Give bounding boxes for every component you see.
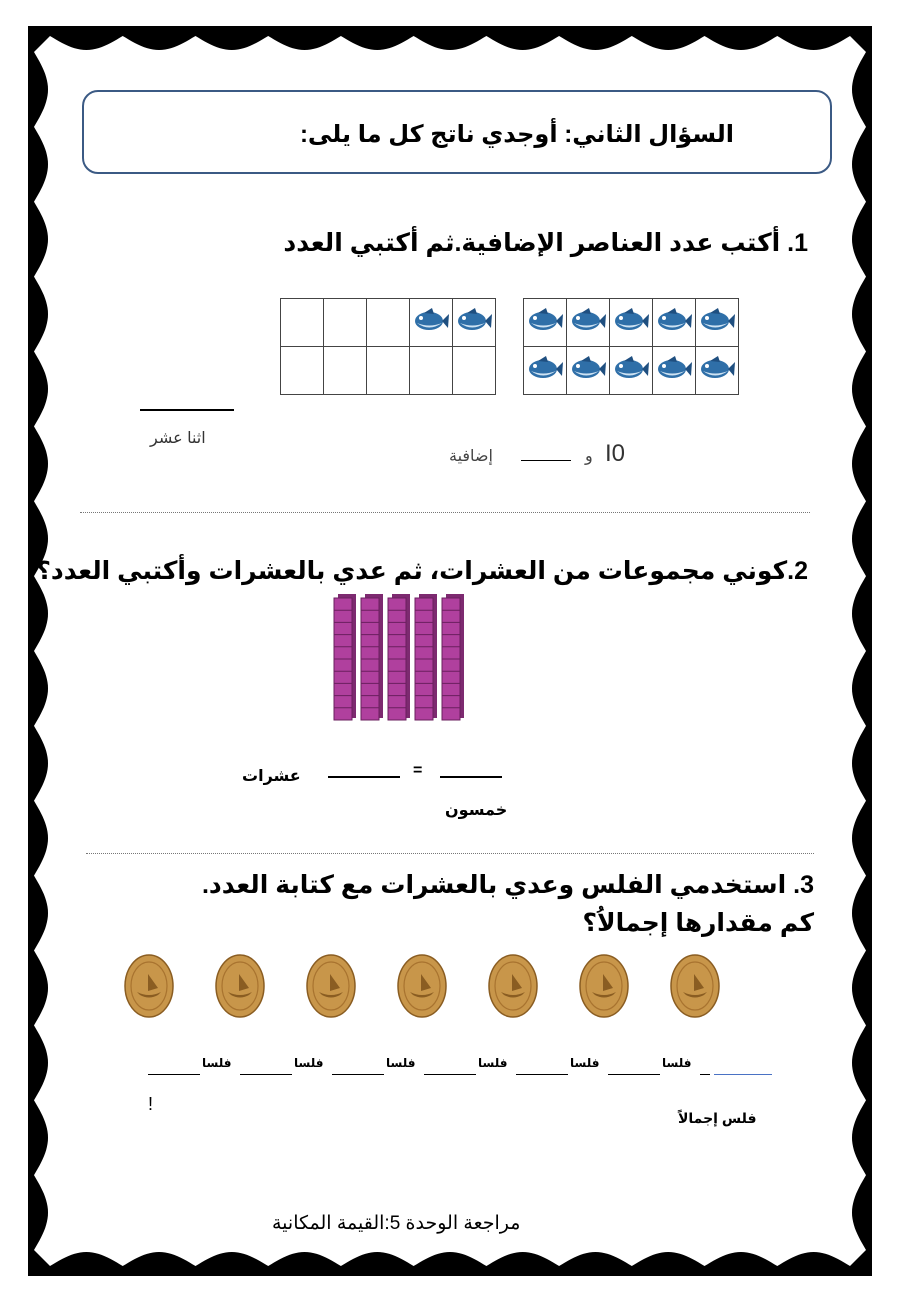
ten-frame-cell [281, 347, 324, 395]
question-title: السؤال الثاني: أوجدي ناتج كل ما يلى: [299, 121, 734, 148]
fils-label: فلسا [478, 1056, 508, 1070]
section-divider-2 [86, 853, 814, 854]
fish-icon [526, 306, 564, 334]
coin-icon [397, 954, 447, 1018]
ten-frame-cell [610, 299, 653, 347]
fils-blank [700, 1074, 710, 1075]
fils-label: فلسا [386, 1056, 416, 1070]
q2-blank-1 [440, 776, 502, 778]
coin-icon [124, 954, 174, 1018]
ten-frame-cell [610, 347, 653, 395]
q3-fils-row [148, 1052, 770, 1092]
ten-frame-cell [524, 347, 567, 395]
tens-rod [334, 594, 356, 720]
fish-icon [612, 306, 650, 334]
fils-blank [148, 1074, 200, 1075]
ten-frame-cell [367, 347, 410, 395]
ten-frame-cell [453, 299, 496, 347]
tens-rod [361, 594, 383, 720]
ten-frame-row [524, 347, 739, 395]
fish-icon [569, 354, 607, 382]
fish-icon [698, 354, 736, 382]
fish-icon [455, 306, 493, 334]
q1-answer-line [140, 409, 234, 411]
q1-instruction: 1. أكتب عدد العناصر الإضافية.ثم أكتبي العدد [283, 229, 808, 257]
ten-frame-cell [653, 347, 696, 395]
ten-frame-row [281, 347, 496, 395]
coin-icon [488, 954, 538, 1018]
fils-label: فلسا [662, 1056, 692, 1070]
fish-icon [412, 306, 450, 334]
fils-blank [516, 1074, 568, 1075]
ten-frame-row [524, 299, 739, 347]
section-divider-1 [80, 512, 810, 513]
q1-ten-label: I0 [605, 440, 626, 467]
fish-icon [612, 354, 650, 382]
fils-label: فلسا [570, 1056, 600, 1070]
coin-icon [215, 954, 265, 1018]
fils-blank [332, 1074, 384, 1075]
q2-blank-2 [328, 776, 400, 778]
ten-frame-right [523, 298, 739, 395]
fils-blank [240, 1074, 292, 1075]
ten-frame-cell [324, 347, 367, 395]
fils-label: فلسا [202, 1056, 232, 1070]
fish-icon [655, 306, 693, 334]
q2-tens-label: عشرات [242, 768, 301, 785]
ten-frame-cell [453, 347, 496, 395]
ten-frame-cell [524, 299, 567, 347]
tens-rod [442, 594, 464, 720]
q1-extra-blank [521, 460, 571, 461]
ten-frame-cell [696, 347, 739, 395]
q1-and-label: و [585, 448, 593, 465]
coin-icon [670, 954, 720, 1018]
fish-icon [526, 354, 564, 382]
ten-frame-cell [410, 299, 453, 347]
q3-total-label: فلس إجمالاً [678, 1110, 757, 1126]
fish-icon [698, 306, 736, 334]
q2-instruction: 2.كوني مجموعات من العشرات، ثم عدي بالعشرات وأكتبي العدد؟ [36, 557, 808, 585]
tens-rods-group [330, 592, 472, 722]
q2-fifty-label: خمسون [445, 802, 508, 819]
q1-answer-word: اثنا عشر [150, 430, 206, 447]
q1-extra-label: إضافية [449, 448, 493, 465]
q2-equals: = [413, 762, 423, 779]
ten-frame-row [281, 299, 496, 347]
fish-icon [655, 354, 693, 382]
ten-frame-cell [324, 299, 367, 347]
tens-rod [415, 594, 437, 720]
ten-frame-cell [567, 299, 610, 347]
coin-icon [306, 954, 356, 1018]
tens-rod [388, 594, 410, 720]
ten-frame-cell [567, 347, 610, 395]
coin-icon [579, 954, 629, 1018]
ten-frame-cell [367, 299, 410, 347]
q3-instruction-line2: كم مقدارها إجمالاُ؟ [582, 909, 814, 937]
q1-equation [449, 440, 689, 470]
ten-frame-cell [696, 299, 739, 347]
fils-label: فلسا [294, 1056, 324, 1070]
fils-blank [424, 1074, 476, 1075]
ten-frame-left [280, 298, 496, 395]
ten-frame-cell [410, 347, 453, 395]
ten-frame-cell [653, 299, 696, 347]
question-title-box [82, 90, 832, 174]
fils-total-blank [714, 1074, 772, 1075]
q3-mark: ! [148, 1094, 154, 1114]
fils-blank [608, 1074, 660, 1075]
ten-frame-cell [281, 299, 324, 347]
q3-instruction-line1: 3. استخدمي الفلس وعدي بالعشرات مع كتابة العدد. [201, 871, 814, 899]
footer-caption: مراجعة الوحدة 5:القيمة المكانية [272, 1213, 521, 1234]
fish-icon [569, 306, 607, 334]
